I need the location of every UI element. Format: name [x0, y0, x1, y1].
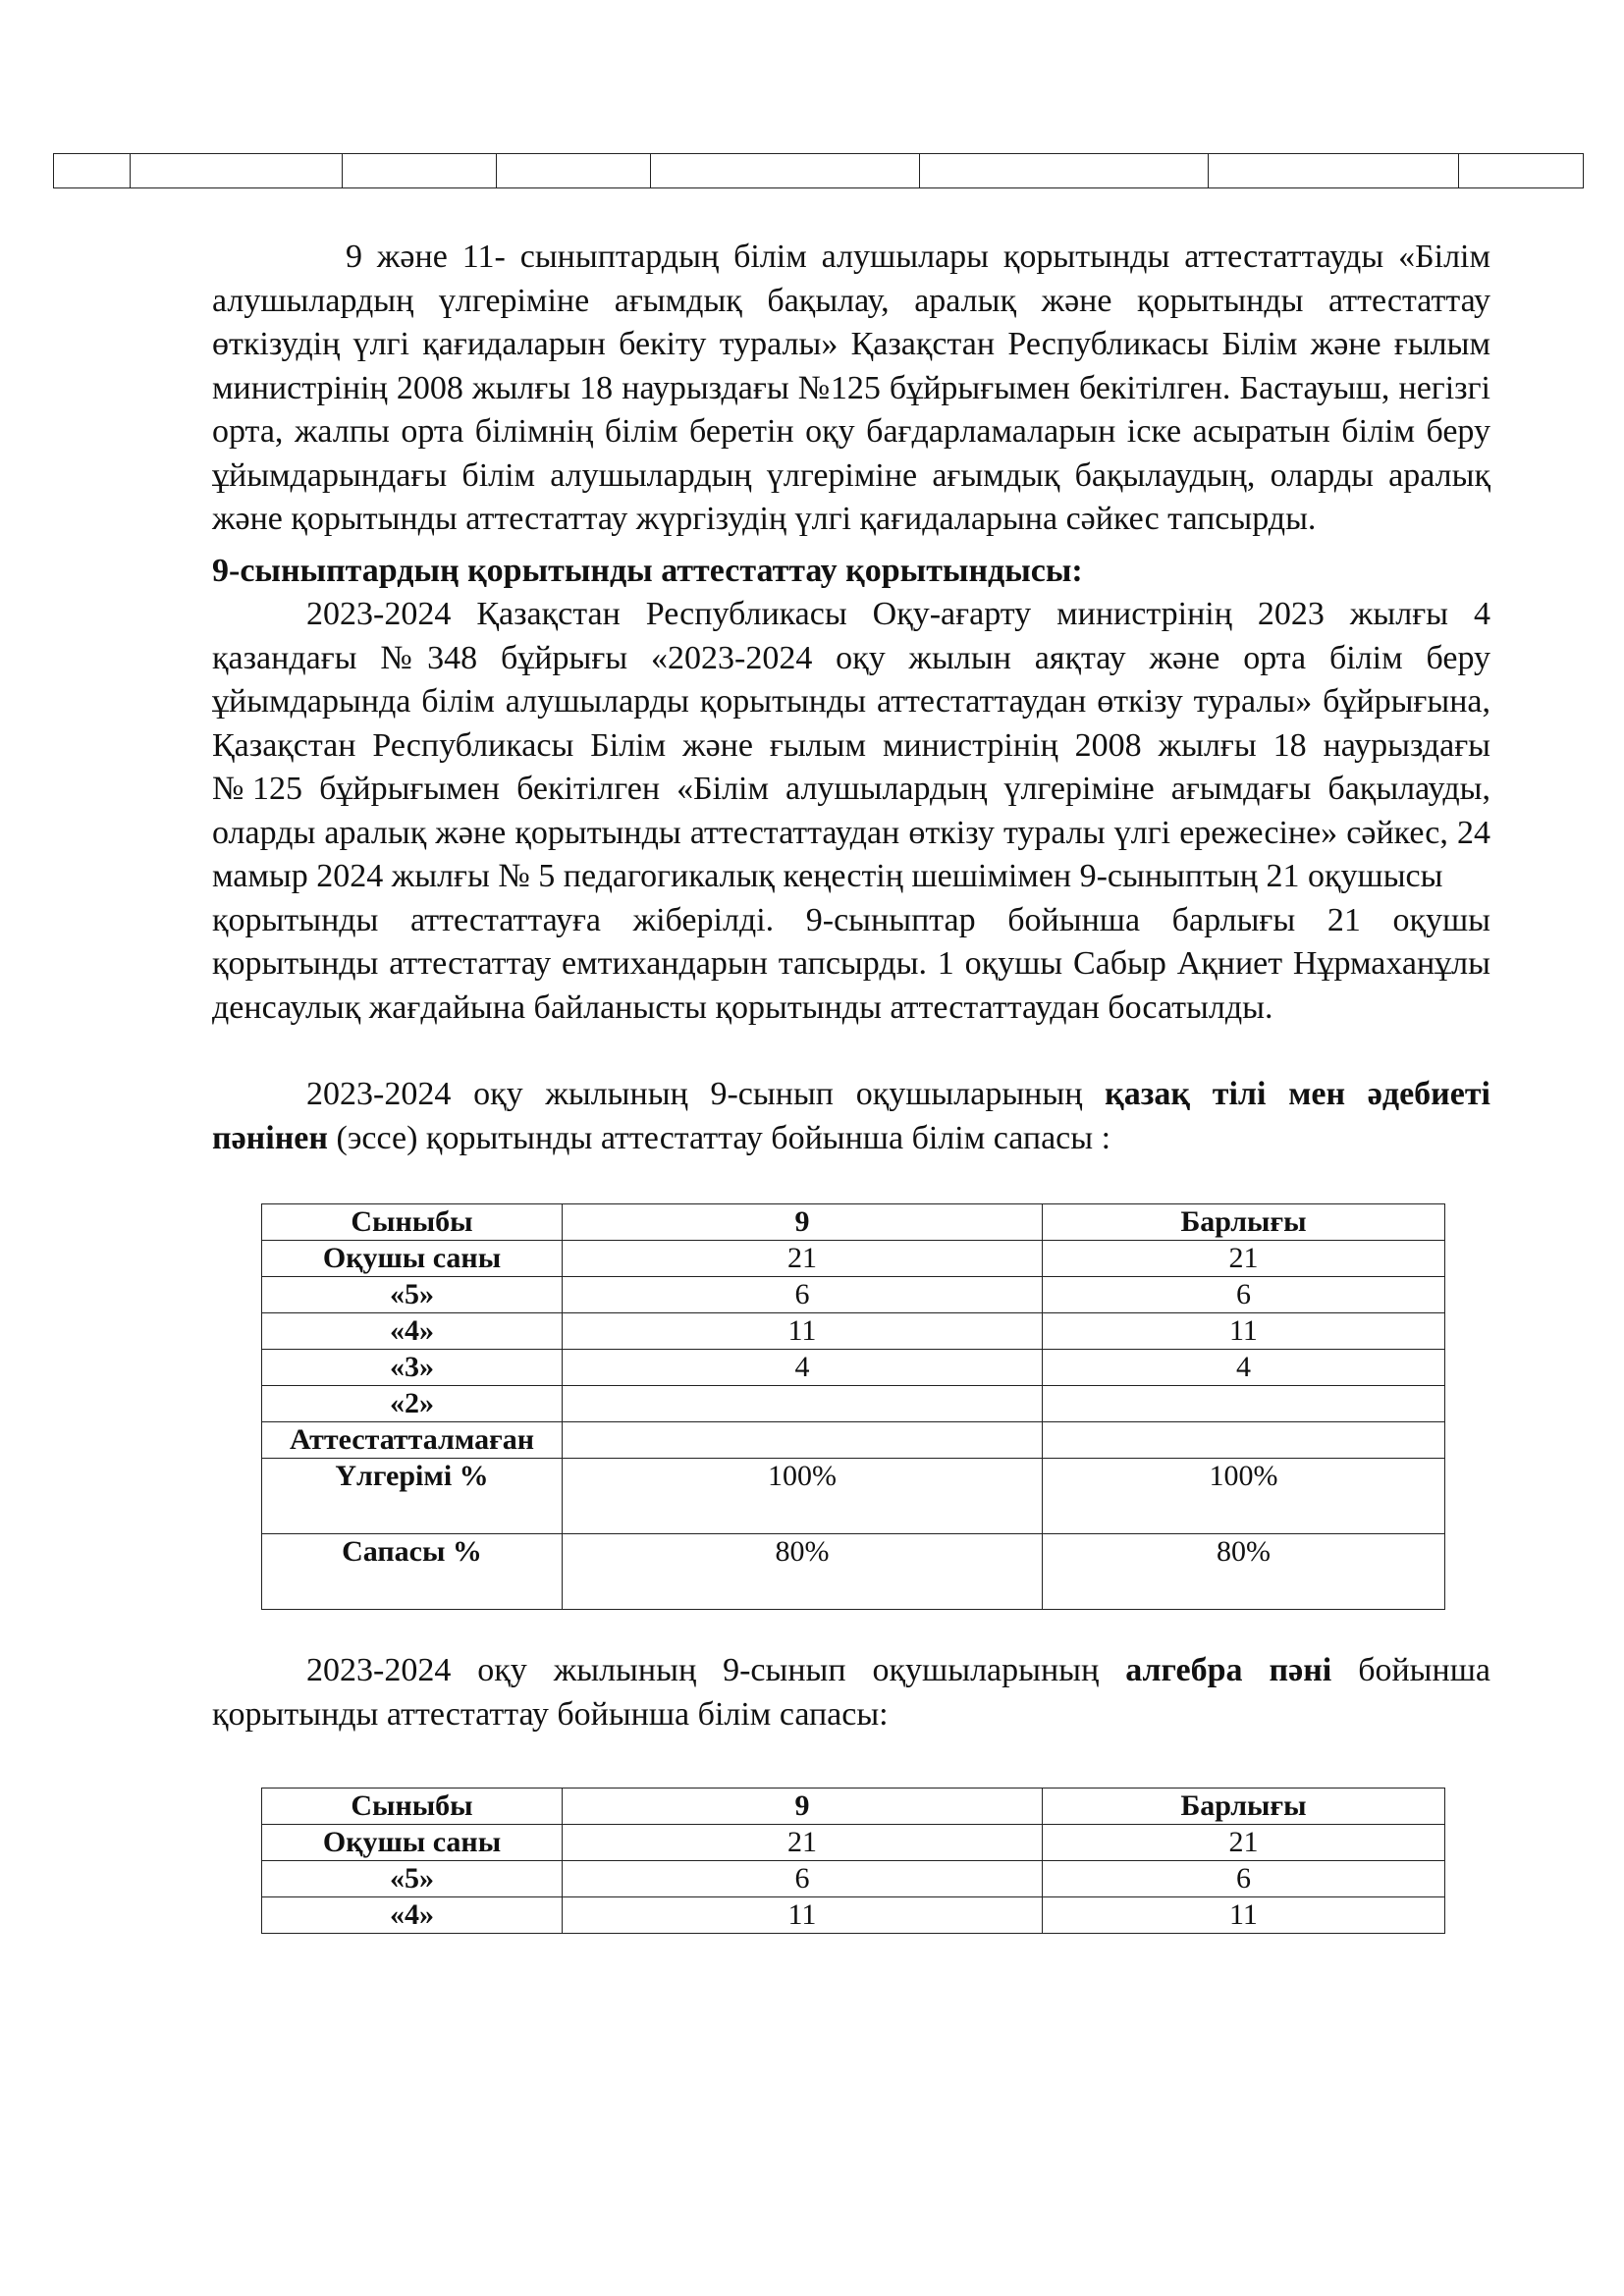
- caption-subject: қазақ тілі мен әдебиеті пәнінен: [212, 1076, 1490, 1156]
- row-label: «3»: [262, 1350, 563, 1386]
- table-row: [262, 1897, 1445, 1934]
- table-row: [262, 1534, 1445, 1610]
- table-header-row: [262, 1789, 1445, 1825]
- table-row: [262, 1422, 1445, 1459]
- caption-text: бойынша қорытынды аттестаттау бойынша білім сапасы:: [212, 1652, 1490, 1733]
- row-label: «5»: [262, 1277, 563, 1313]
- header-cell: Барлығы: [1043, 1789, 1445, 1825]
- table-cell: 11: [563, 1897, 1043, 1934]
- table-row: [262, 1386, 1445, 1422]
- table-cell: 6: [1043, 1277, 1445, 1313]
- table-row: [262, 1825, 1445, 1861]
- table-row: [262, 1861, 1445, 1897]
- header-cell: 9: [563, 1789, 1043, 1825]
- empty-cell: [1209, 154, 1459, 188]
- header-cell: Сыныбы: [262, 1204, 563, 1241]
- table-cell: 11: [1043, 1897, 1445, 1934]
- table-cell: [563, 1422, 1043, 1459]
- row-label: «2»: [262, 1386, 563, 1422]
- top-empty-row: [54, 154, 1584, 188]
- row-label: Аттестатталмаған: [262, 1422, 563, 1459]
- caption-text: 2023-2024 оқу жылының 9-сынып оқушыларының: [306, 1076, 1106, 1112]
- table-row: [262, 1459, 1445, 1534]
- header-cell: Барлығы: [1043, 1204, 1445, 1241]
- table-cell: 100%: [563, 1459, 1043, 1534]
- table-cell: 11: [563, 1313, 1043, 1350]
- empty-cell: [920, 154, 1209, 188]
- table-cell: 21: [563, 1241, 1043, 1277]
- table-cell: 6: [563, 1277, 1043, 1313]
- empty-cell: [651, 154, 920, 188]
- empty-cell: [497, 154, 651, 188]
- table-cell: 21: [1043, 1825, 1445, 1861]
- table-cell: 11: [1043, 1313, 1445, 1350]
- row-label: «4»: [262, 1313, 563, 1350]
- kazakh-table-caption: [212, 1073, 1490, 1160]
- row-label: Оқушы саны: [262, 1241, 563, 1277]
- section-heading: 9-сыныптардың қорытынды аттестаттау қорытындысы:: [212, 552, 1083, 589]
- caption-text: 2023-2024 оқу жылының 9-сынып оқушыларының: [306, 1652, 1126, 1688]
- table-cell: 4: [1043, 1350, 1445, 1386]
- caption-text: (эссе) қорытынды аттестаттау бойынша білім сапасы :: [328, 1119, 1111, 1156]
- table-cell: 21: [563, 1825, 1043, 1861]
- table-cell: 80%: [563, 1534, 1043, 1610]
- empty-cell: [131, 154, 343, 188]
- header-cell: Сыныбы: [262, 1789, 563, 1825]
- table-cell: [1043, 1422, 1445, 1459]
- section-paragraph-2: қорытынды аттестаттауға жіберілді. 9-сыныптар бойынша барлығы 21 оқушы қорытынды аттестаттау емтихандарын тапсырды. 1 оқушы Сабыр Ақниет Нұрмаханұлы денсаулық жағдайына байланысты қорытынды аттестаттаудан босатылды.: [212, 901, 1490, 1026]
- row-label: Үлгерімі %: [262, 1459, 563, 1534]
- table-row: [262, 1313, 1445, 1350]
- table-header-row: [262, 1204, 1445, 1241]
- table-cell: 100%: [1043, 1459, 1445, 1534]
- table-cell: 80%: [1043, 1534, 1445, 1610]
- top-empty-table: [53, 153, 1584, 188]
- table-cell: [1043, 1386, 1445, 1422]
- algebra-results-table: [261, 1788, 1445, 1934]
- empty-cell: [1459, 154, 1584, 188]
- table-row: [262, 1277, 1445, 1313]
- table-cell: 4: [563, 1350, 1043, 1386]
- table-row: [262, 1241, 1445, 1277]
- row-label: Оқушы саны: [262, 1825, 563, 1861]
- section-paragraph-1: 2023-2024 Қазақстан Республикасы Оқу-ағарту министрінің 2023 жылғы 4 қазандағы №348 бұйрығы «2023-2024 оқу жылын аяқтау және орта білім беру ұйымдарында білім алушыларды қорытынды аттестаттаудан өткізу туралы» бұйрығына, Қазақстан Республикасы Білім және ғылым министрінің 2008 жылғы 18 наурыздағы №125 бұйрығымен бекітілген «Білім алушылардың үлгеріміне ағымдағы бақылауды, оларды аралық және қорытынды аттестаттаудан өткізу туралы үлгі ережесіне» сәйкес, 24 мамыр 2024 жылғы № 5 педагогикалық кеңестің шешімімен 9-сыныптың 21 оқушысы: [212, 596, 1490, 894]
- document-body: [212, 236, 1490, 1934]
- algebra-table-caption: [212, 1649, 1490, 1736]
- table-row: [262, 1350, 1445, 1386]
- row-label: «4»: [262, 1897, 563, 1934]
- empty-cell: [54, 154, 131, 188]
- intro-paragraph: 9 және 11- сыныптардың білім алушылары қорытынды аттестаттауды «Білім алушылардың үлгеріміне ағымдық бақылау, аралық және қорытынды аттестаттау өткізудің үлгі қағидаларын бекіту туралы» Қазақстан Республикасы Білім және ғылым министрінің 2008 жылғы 18 наурыздағы №125 бұйрығымен бекітілген. Бастауыш, негізгі орта, жалпы орта білімнің білім беретін оқу бағдарламаларын іске асыратын білім беру ұйымдарындағы білім алушылардың үлгеріміне ағымдық бақылаудың, оларды аралық және қорытынды аттестаттау жүргізудің үлгі қағидаларына сәйкес тапсырды.: [212, 239, 1490, 537]
- empty-cell: [343, 154, 497, 188]
- table-cell: 21: [1043, 1241, 1445, 1277]
- row-label: Сапасы %: [262, 1534, 563, 1610]
- header-cell: 9: [563, 1204, 1043, 1241]
- table-cell: 6: [1043, 1861, 1445, 1897]
- table-cell: [563, 1386, 1043, 1422]
- row-label: «5»: [262, 1861, 563, 1897]
- caption-subject: алгебра пәні: [1125, 1652, 1332, 1688]
- table-cell: 6: [563, 1861, 1043, 1897]
- kazakh-results-table: [261, 1203, 1445, 1610]
